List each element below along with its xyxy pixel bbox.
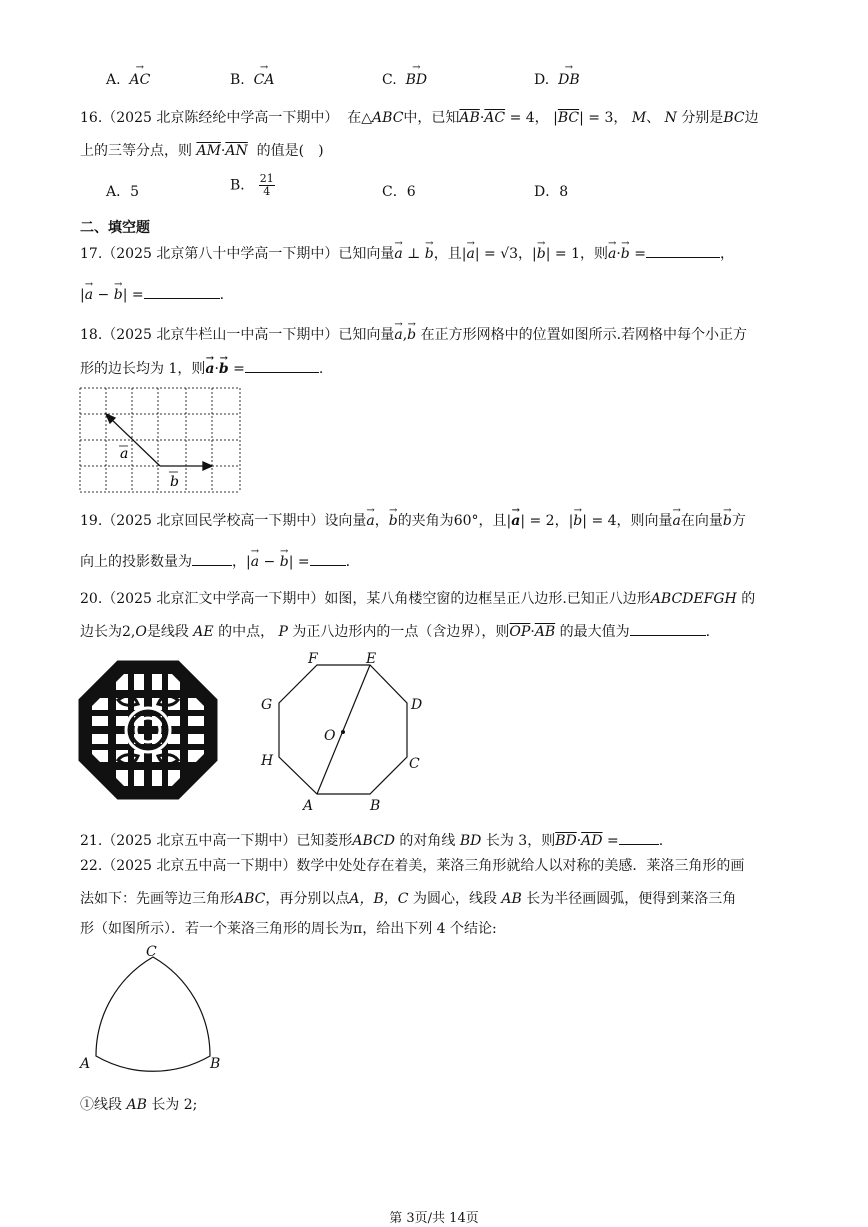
- vector-grid-figure: [78, 386, 244, 496]
- label-a: a: [120, 446, 129, 462]
- octagon-diagram: [256, 648, 432, 814]
- octagon-window-image: [78, 660, 220, 802]
- q20-line1: 20.（2025 北京汇文中学高一下期中）如图，某八角楼空窗的边框呈正八边形.已知正八边形ABCDEFGH 的: [80, 591, 756, 607]
- q21-line: 21.（2025 北京五中高一下期中）已知菱形ABCD 的对角线 BD 长为 3，则$\overline{BD}\cdot\overline{AD}$ = .: [80, 830, 663, 851]
- q16-line1: 16.（2025 北京陈经纶中学高一下期中） 在△ABC中，已知$\overline{AB}\cdot\overline{AC} = 4$， $|\overline{BC}| = 3$， M、 N 分别是BC边: [80, 110, 759, 126]
- section-title: 二、填空题: [80, 220, 150, 236]
- q16-option-d: D．8: [534, 184, 569, 200]
- label-c: C: [146, 944, 157, 960]
- q15-option-b: B. → CA: [230, 72, 274, 88]
- label-b: b: [170, 474, 179, 490]
- grid-lines: [80, 388, 240, 492]
- label-e: E: [366, 651, 377, 667]
- label-c: C: [409, 756, 420, 772]
- label-g: G: [261, 697, 273, 713]
- vector-a-line: [108, 416, 160, 466]
- vector-b-arrowhead: [203, 462, 212, 470]
- q22-line2: 法如下：先画等边三角形ABC，再分别以点A，B，C 为圆心，线段 AB 长为半径画圆弧，便得到莱洛三角: [80, 891, 737, 907]
- q15-option-a: A. → AC: [106, 72, 150, 88]
- label-f: F: [308, 651, 318, 667]
- q19-line2: 向上的投影数量为 ，|→ a − → b| = .: [80, 551, 350, 572]
- q15-option-d: D. → DB: [534, 72, 580, 88]
- label-a: A: [303, 798, 314, 814]
- q16-option-b: B． $\frac{21}{4}$: [230, 172, 274, 198]
- reuleaux-outline: [96, 957, 210, 1071]
- q17-line1: 17.（2025 北京第八十中学高一下期中）已知向量→ a ⊥ → b，且|→ a| = √3，|→ b| = 1，则→ a·→ b = ，: [80, 243, 734, 264]
- q18-line1: 18.（2025 北京牛栏山一中高一下期中）已知向量→ a,→ b 在正方形网格中的位置如图所示.若网格中每个小正方: [80, 325, 747, 345]
- label-h: H: [261, 753, 274, 769]
- q16-line2: 上的三等分点，则 $\overline{AM}\cdot\overline{AN}$ 的值是( ): [80, 143, 324, 159]
- q17-line2: |→ a − → b| = .: [80, 284, 224, 305]
- q22-line3: 形（如图所示）．若一个莱洛三角形的周长为π，给出下列 4 个结论:: [80, 921, 497, 937]
- label-b: B: [370, 798, 381, 814]
- q22-conclusion-1: ①线段 AB 长为 2;: [80, 1097, 198, 1113]
- label-a: A: [80, 1056, 91, 1072]
- reuleaux-triangle-figure: [76, 944, 226, 1074]
- point-o: [341, 730, 345, 734]
- q16-option-c: C．6: [382, 184, 416, 200]
- q22-line1: 22.（2025 北京五中高一下期中）数学中处处存在着美，莱洛三角形就给人以对称的美感．莱洛三角形的画: [80, 858, 745, 874]
- label-d: D: [411, 697, 423, 713]
- q20-line2: 边长为2,O是线段 AE 的中点， P 为正八边形内的一点（含边界），则$\overline{OP}\cdot\overline{AB}$ 的最大值为 .: [80, 621, 710, 642]
- q18-line2: 形的边长均为 1，则→ a·→ b = .: [80, 358, 323, 379]
- q15-option-c: C. → BD: [382, 72, 427, 88]
- label-b: B: [210, 1056, 221, 1072]
- q16-option-a: A．5: [106, 184, 140, 200]
- label-o: O: [324, 728, 336, 744]
- page-footer: 第 3页/共 14页: [389, 1211, 479, 1226]
- q19-line1: 19.（2025 北京回民学校高一下期中）设向量→ a，→ b的夹角为60°，且|→ a| = 2，|→ b| = 4，则向量→ a在向量→ b方: [80, 511, 746, 531]
